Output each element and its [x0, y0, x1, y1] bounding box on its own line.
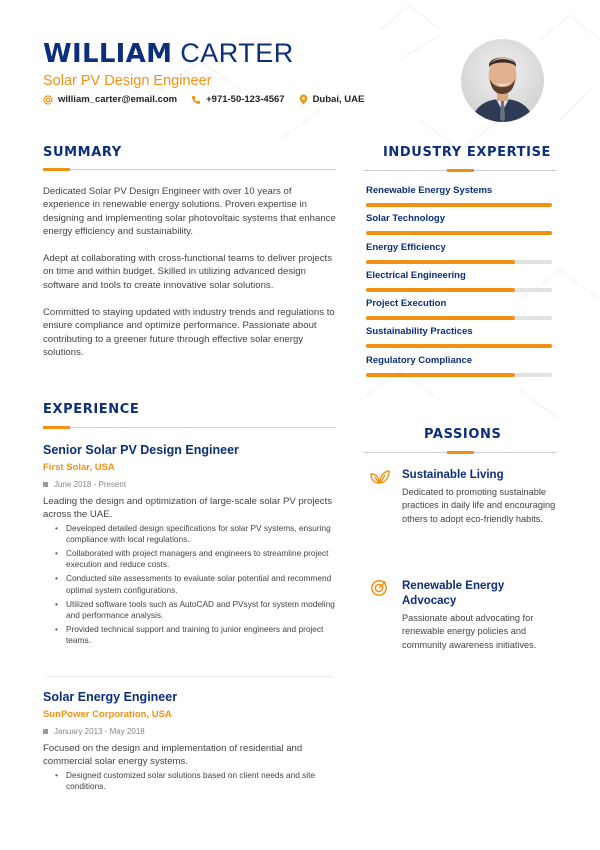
skill-item: [366, 298, 552, 326]
skill-bar-track: [366, 288, 552, 292]
job-bullet: • Conducted site assessments to evaluate solar potential and recommend optimal system configurations.: [55, 573, 338, 596]
phone-text: +971-50-123-4567: [206, 94, 285, 105]
skill-label: Electrical Engineering: [366, 269, 466, 281]
passion-item-1: [370, 468, 560, 526]
skill-item: [366, 355, 552, 383]
profile-photo: [461, 39, 544, 122]
contact-location: [299, 94, 365, 105]
contact-phone[interactable]: [191, 94, 284, 105]
passion-title: Renewable Energy Advocacy: [402, 580, 505, 607]
skill-bar-fill: [366, 231, 552, 235]
job-bullets: [55, 523, 338, 647]
skill-bar-track: [366, 203, 552, 207]
job-separator: [46, 676, 333, 677]
skill-bar-fill: [366, 203, 552, 207]
phone-icon: [191, 95, 201, 105]
skill-item: [366, 213, 552, 241]
skill-bar-fill: [366, 288, 515, 292]
summary-heading: SUMMARY: [43, 145, 122, 160]
expertise-accent: [447, 169, 474, 172]
summary-accent: [43, 168, 70, 171]
skill-bar-track: [366, 260, 552, 264]
email-text: william_carter@email.com: [58, 94, 178, 105]
job-company: First Solar, USA: [43, 462, 115, 473]
job-title: Solar PV Design Engineer: [43, 73, 212, 89]
passion-description: Dedicated to promoting sustainable practices in daily life and encouraging others to adopt eco-friendly habits.: [402, 487, 556, 524]
job-company: SunPower Corporation, USA: [43, 709, 172, 720]
candidate-name: [43, 38, 294, 69]
job-description: Leading the design and optimization of large-scale solar PV projects across the UAE.: [43, 496, 333, 521]
skill-bar-track: [366, 231, 552, 235]
skill-item: [366, 185, 552, 213]
job-role: Senior Solar PV Design Engineer: [43, 443, 239, 457]
job-bullet: • Collaborated with project managers and engineers to streamline project execution and reduce costs.: [55, 548, 338, 571]
calendar-icon: [43, 482, 48, 487]
passion-description: Passionate about advocating for renewable energy policies and community awareness initiatives.: [402, 613, 537, 650]
skill-item: [366, 270, 552, 298]
summary-paragraph-1: Dedicated Solar PV Design Engineer with over 10 years of experience in renewable energy solutions. Proven expertise in designing and implementing solar photovoltaic systems that enhance energy efficiency and sustainability.: [43, 186, 336, 237]
skill-bar-fill: [366, 373, 515, 377]
skill-label: Solar Technology: [366, 213, 446, 225]
target-icon: [370, 579, 392, 601]
skill-label: Project Execution: [366, 298, 447, 310]
job-bullet: • Utilized software tools such as AutoCAD and PVsyst for system modeling and performance analysis.: [55, 599, 338, 622]
experience-accent: [43, 426, 70, 429]
job-entry-1: [43, 443, 338, 650]
job-dates-text: June 2018 - Present: [54, 480, 127, 489]
skill-label: Energy Efficiency: [366, 241, 446, 253]
skill-item: [366, 326, 552, 354]
passion-item-2: [370, 579, 560, 652]
calendar-icon: [43, 729, 48, 734]
job-bullets: [55, 770, 338, 793]
passions-accent: [447, 451, 474, 454]
skill-label: Sustainability Practices: [366, 326, 473, 338]
job-bullet: • Provided technical support and training to junior engineers and project teams.: [55, 624, 338, 647]
job-role: Solar Energy Engineer: [43, 690, 178, 704]
passions-heading: PASSIONS: [424, 427, 502, 442]
contact-row: [43, 94, 378, 105]
last-name: CARTER: [180, 38, 294, 68]
location-pin-icon: [299, 94, 308, 105]
summary-paragraph-3: Committed to staying updated with industry trends and regulations to ensure compliance and optimize performance. Passionate about contributing to a greener future through effective solar energy solutions.: [43, 307, 335, 358]
skill-item: [366, 242, 552, 270]
contact-email[interactable]: [43, 94, 177, 105]
skill-bar-track: [366, 316, 552, 320]
location-text: Dubai, UAE: [312, 94, 365, 105]
first-name: WILLIAM: [43, 39, 173, 69]
person-avatar-icon: [461, 39, 544, 122]
experience-divider: [43, 427, 336, 428]
job-description: Focused on the design and implementation of residential and commercial solar energy systems.: [43, 743, 303, 768]
skills-list: [366, 185, 552, 383]
expertise-heading: INDUSTRY EXPERTISE: [383, 145, 552, 160]
skill-bar-fill: [366, 260, 515, 264]
leaf-icon: [370, 468, 392, 490]
skill-bar-track: [366, 373, 552, 377]
job-dates: [43, 480, 338, 489]
job-dates-text: January 2013 - May 2018: [54, 727, 145, 736]
job-dates: [43, 727, 338, 736]
job-bullet: • Designed customized solar solutions based on client needs and site conditions.: [55, 770, 338, 793]
at-icon: [43, 95, 53, 105]
job-entry-2: [43, 690, 338, 795]
skill-label: Renewable Energy Systems: [366, 185, 493, 196]
passion-title: Sustainable Living: [402, 469, 504, 481]
summary-paragraph-2: Adept at collaborating with cross-functional teams to deliver projects on time and within budget. Skilled in utilizing advanced design software and tools to create innovative solar solutions.: [43, 253, 333, 291]
skill-bar-fill: [366, 316, 515, 320]
job-bullet: • Developed detailed design specifications for solar PV systems, ensuring compliance with local regulations.: [55, 523, 338, 546]
summary-divider: [43, 169, 336, 170]
skill-bar-fill: [366, 344, 552, 348]
experience-heading: EXPERIENCE: [43, 402, 140, 417]
skill-label: Regulatory Compliance: [366, 354, 473, 366]
skill-bar-track: [366, 344, 552, 348]
